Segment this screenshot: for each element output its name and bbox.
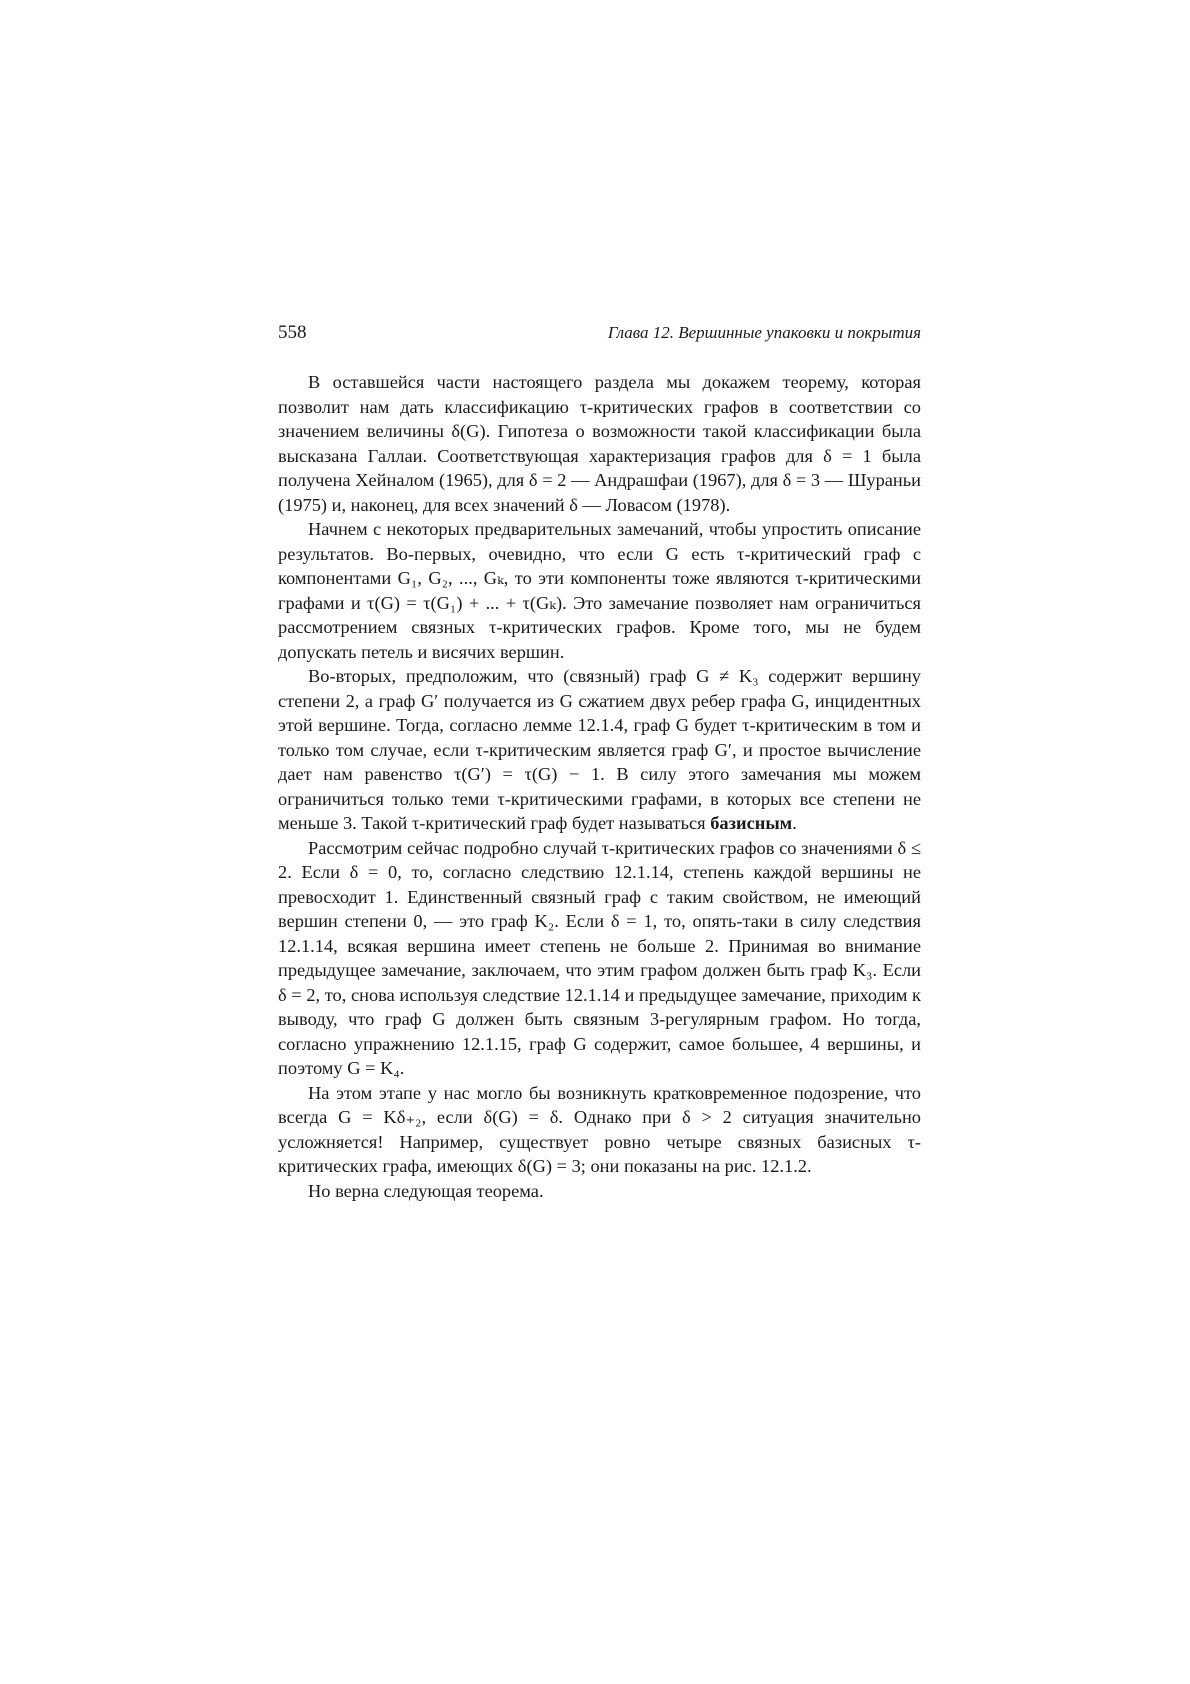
book-page [278, 322, 921, 1203]
paragraph-small-delta-cases: Рассмотрим сейчас подробно случай τ-критических графов со значениями δ ≤ 2. Если δ = 0, то, согласно следствию 12.1.14, степень каждой вершины не превосходит 1. Единственный связный граф с таким свойством, не имеющий вершин степени 0, — это граф K₂. Если δ = 1, то, опять-таки в силу следствия 12.1.14, всякая вершина имеет степень не больше 2. Принимая во внимание предыдущее замечание, заключаем, что этим графом должен быть граф K₃. Если δ = 2, то, снова используя следствие 12.1.14 и предыдущее замечание, приходим к выводу, что граф G должен быть связным 3-регулярным графом. Но тогда, согласно упражнению 12.1.15, граф G содержит, самое большее, 4 вершины, и поэтому G = K₄. [278, 837, 921, 1078]
paragraph-text-end: . [792, 813, 797, 833]
paragraph-preliminary-remarks: Начнем с некоторых предварительных замечаний, чтобы упростить описание результатов. Во-первых, очевидно, что если G есть τ-критический граф с компонентами G₁, G₂, ..., Gₖ, то эти компоненты тоже являются τ-критическими графами и τ(G) = τ(G₁) + ... + τ(Gₖ). Это замечание позволяет нам ограничиться рассмотрением связных τ-критических графов. Кроме того, мы не будем допускать петель и висячих вершин. [278, 519, 921, 662]
paragraph-theorem-lead: Но верна следующая теорема. [308, 1180, 544, 1201]
page-number: 558 [278, 322, 307, 343]
paragraph-intro: В оставшейся части настоящего раздела мы докажем теорему, которая позволит нам дать классификацию τ-критических графов в соответствии со значением величины δ(G). Гипотеза о возможности такой классификации была высказана Галлаи. Соответствующая характеризация графов для δ = 1 была получена Хейналом (1965), для δ = 2 — Андрашфаи (1967), для δ = 3 — Шураньи (1975) и, наконец, для всех значений δ — Ловасом (1978). [278, 372, 921, 515]
running-head [278, 322, 921, 346]
bold-term-basis: базисным [710, 813, 793, 833]
paragraph-text: Во-вторых, предположим, что (связный) граф G ≠ K₃ содержит вершину степени 2, а граф G′ получается из G сжатием двух ребер графа G, инцидентных этой вершине. Тогда, согласно лемме 12.1.4, граф G будет τ-критическим в том и только том случае, если τ-критическим является граф G′, и простое вычисление дает нам равенство τ(G′) = τ(G) − 1. В силу этого замечания мы можем ограничиться только теми τ-критическими графами, в которых все степени не меньше 3. Такой τ-критический граф будет называться [278, 666, 921, 833]
chapter-title: Глава 12. Вершинные упаковки и покрытия [607, 323, 921, 342]
paragraph-degree-two-vertices [278, 664, 921, 836]
body-text [278, 370, 921, 1203]
paragraph-complication: На этом этапе у нас могло бы возникнуть кратковременное подозрение, что всегда G = Kδ₊₂, если δ(G) = δ. Однако при δ > 2 ситуация значительно усложняется! Например, существует ровно четыре связных базисных τ-критических графа, имеющих δ(G) = 3; они показаны на рис. 12.1.2. [278, 1082, 921, 1176]
